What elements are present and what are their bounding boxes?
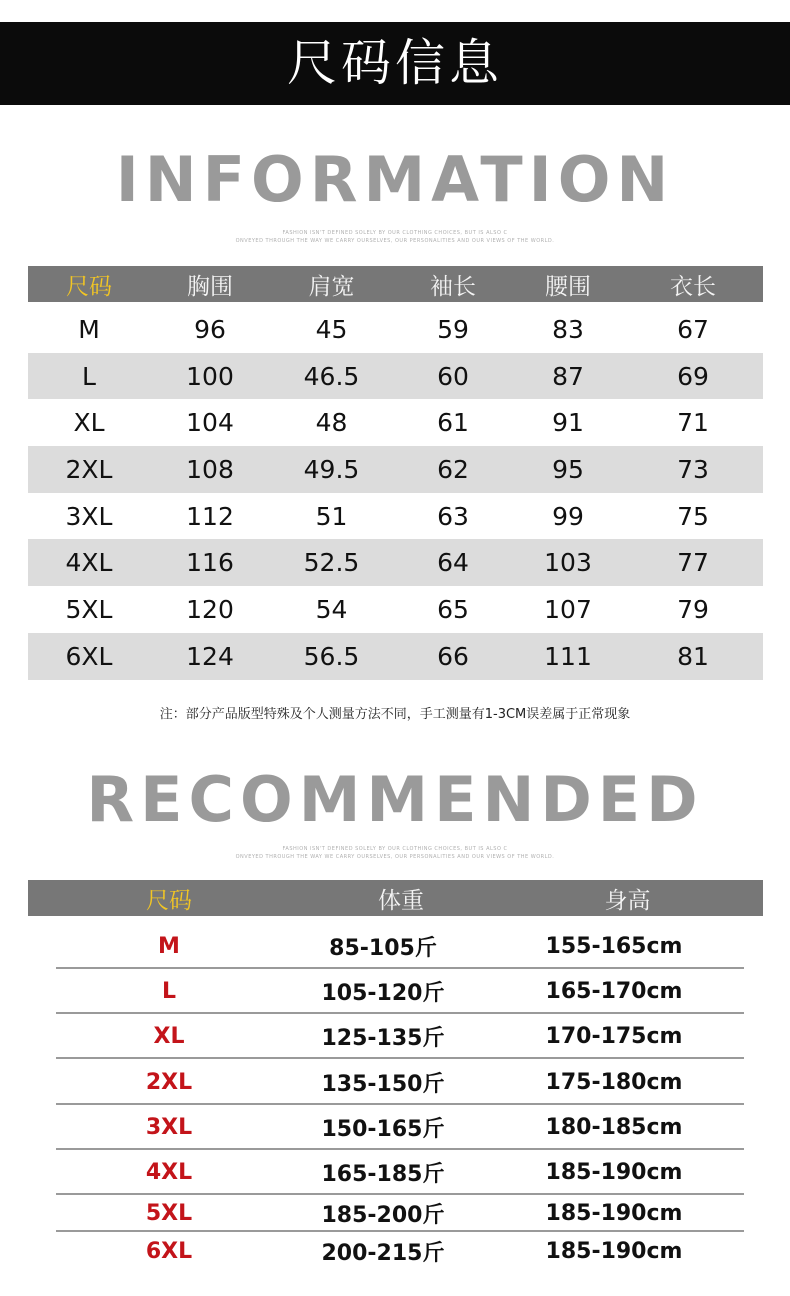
cell-sleeve: 65 (437, 594, 469, 624)
rec-size: 4XL (145, 1160, 193, 1185)
table-row (28, 399, 763, 446)
tagline-line-1: FASHION ISN'T DEFINED SOLELY BY OUR CLOTHING CHOICES, BUT IS ALSO C (282, 230, 508, 236)
cell-chest: 96 (194, 314, 226, 344)
rec-size: 2XL (145, 1069, 193, 1095)
tagline-line-2: ONVEYED THROUGH THE WAY WE CARRY OURSELVES, OUR PERSONALITIES AND OUR VIEWS OF THE WORLD. (235, 238, 555, 244)
rec-height: 155-165cm (545, 933, 683, 959)
rec-size: 5XL (145, 1201, 193, 1226)
cell-shoulder: 45 (315, 314, 348, 344)
rec-size: M (158, 933, 180, 959)
header-length: 衣长 (670, 273, 716, 300)
header-sleeve: 袖长 (430, 273, 476, 300)
recommended-row (56, 1107, 744, 1150)
cell-shoulder: 46.5 (303, 361, 360, 391)
table-row (28, 586, 763, 633)
rec-height: 185-190cm (545, 1238, 683, 1264)
table-row (28, 353, 763, 400)
cell-shoulder: 54 (315, 594, 348, 624)
rec-weight: 85-105斤 (329, 935, 437, 961)
table-header-row (28, 266, 763, 302)
cell-size: 6XL (65, 641, 113, 671)
cell-shoulder: 51 (315, 501, 348, 531)
recommended-row (56, 971, 744, 1014)
cell-length: 79 (677, 594, 709, 624)
cell-shoulder: 56.5 (303, 641, 360, 671)
rec-weight: 105-120斤 (321, 981, 445, 1006)
recommended-heading: RECOMMENDED (86, 763, 704, 836)
header-size: 尺码 (146, 887, 192, 914)
cell-shoulder: 48 (315, 408, 348, 438)
cell-chest: 100 (186, 361, 234, 391)
table-row (28, 633, 763, 680)
cell-size: L (82, 361, 96, 391)
cell-length: 73 (677, 454, 709, 484)
recommended-header-row (28, 880, 763, 916)
table-row (28, 539, 763, 586)
tagline-line-2: ONVEYED THROUGH THE WAY WE CARRY OURSELVES, OUR PERSONALITIES AND OUR VIEWS OF THE WORLD. (235, 854, 555, 860)
cell-chest: 104 (186, 408, 234, 438)
cell-size: 5XL (65, 594, 113, 624)
cell-waist: 91 (552, 408, 584, 438)
recommended-row (56, 1234, 744, 1268)
cell-size: M (78, 314, 100, 344)
cell-size: XL (73, 408, 105, 438)
cell-length: 81 (677, 641, 709, 671)
table-row (28, 306, 763, 353)
rec-weight: 165-185斤 (321, 1162, 445, 1187)
information-heading: INFORMATION (115, 143, 675, 216)
cell-sleeve: 59 (437, 314, 469, 344)
cell-chest: 124 (186, 641, 234, 671)
cell-length: 71 (677, 408, 709, 438)
cell-chest: 116 (186, 548, 234, 578)
rec-height: 180-185cm (545, 1115, 683, 1140)
rec-weight: 150-165斤 (321, 1117, 445, 1142)
cell-waist: 87 (552, 361, 584, 391)
rec-weight: 135-150斤 (321, 1071, 445, 1097)
rec-height: 170-175cm (545, 1024, 683, 1049)
recommended-row (56, 1061, 744, 1105)
cell-waist: 95 (552, 454, 584, 484)
recommended-row (56, 1152, 744, 1195)
cell-sleeve: 62 (437, 454, 469, 484)
rec-weight: 185-200斤 (321, 1203, 445, 1228)
header-chest: 胸围 (187, 273, 233, 300)
cell-length: 77 (677, 548, 709, 578)
cell-chest: 108 (186, 454, 234, 484)
cell-sleeve: 66 (437, 641, 469, 671)
cell-waist: 83 (552, 314, 584, 344)
cell-length: 69 (677, 361, 709, 391)
title-banner (0, 22, 790, 105)
header-size: 尺码 (66, 273, 112, 300)
cell-chest: 112 (186, 501, 234, 531)
rec-size: L (161, 979, 177, 1004)
cell-waist: 111 (544, 641, 592, 671)
cell-size: 2XL (65, 454, 113, 484)
rec-weight: 200-215斤 (321, 1240, 445, 1266)
rec-height: 185-190cm (545, 1201, 683, 1226)
rec-size: 3XL (145, 1115, 193, 1140)
page-title: 尺码信息 (287, 34, 503, 92)
recommended-row (56, 925, 744, 969)
rec-height: 165-170cm (545, 979, 683, 1004)
cell-sleeve: 63 (437, 501, 469, 531)
header-weight: 体重 (378, 887, 424, 914)
cell-waist: 107 (544, 594, 592, 624)
cell-chest: 120 (186, 594, 234, 624)
cell-sleeve: 61 (437, 408, 469, 438)
header-waist: 腰围 (545, 273, 591, 300)
cell-length: 75 (677, 501, 709, 531)
table-row (28, 446, 763, 493)
cell-shoulder: 52.5 (303, 548, 360, 578)
cell-size: 4XL (65, 548, 113, 578)
header-shoulder: 肩宽 (308, 273, 355, 300)
size-information-table (28, 266, 763, 680)
rec-size: 6XL (145, 1238, 193, 1264)
cell-size: 3XL (65, 501, 113, 531)
recommended-row (56, 1197, 744, 1232)
measurement-note: 注：部分产品版型特殊及个人测量方法不同，手工测量有1-3CM误差属于正常现象 (159, 707, 631, 722)
rec-height: 185-190cm (545, 1160, 683, 1185)
cell-waist: 103 (544, 548, 592, 578)
table-row (28, 493, 763, 540)
cell-length: 67 (677, 314, 709, 344)
rec-weight: 125-135斤 (321, 1026, 445, 1051)
tagline-line-1: FASHION ISN'T DEFINED SOLELY BY OUR CLOTHING CHOICES, BUT IS ALSO C (282, 846, 508, 852)
cell-sleeve: 60 (437, 361, 469, 391)
rec-size: XL (153, 1024, 185, 1049)
recommended-row (56, 1016, 744, 1059)
cell-sleeve: 64 (437, 548, 469, 578)
header-height: 身高 (604, 887, 651, 914)
rec-height: 175-180cm (545, 1069, 683, 1095)
cell-shoulder: 49.5 (303, 454, 360, 484)
cell-waist: 99 (552, 501, 584, 531)
